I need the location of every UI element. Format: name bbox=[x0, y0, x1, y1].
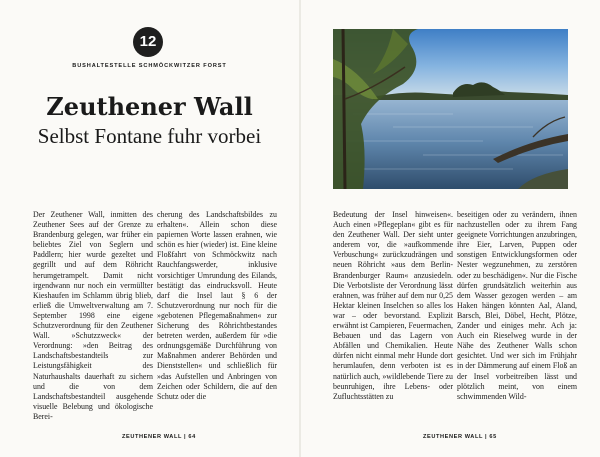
text-column-1: Der Zeuthener Wall, inmitten des Zeuthener Sees auf der Grenze zu Brandenburg gelegen, war früher ein beliebtes Ziel von Seglern und Paddlern; hier wurde gezeltet und gegrillt und auf dem Röhricht herumgetrampelt. Damit nicht irgendwann nur noch ein vermüllter Kieshaufen im Schlamm übrig blieb, erließ die Umweltverwaltung am 7. September 1998 eine eigene Schutzverordnung für den Zeuthener Wall. »Schutzzweck« der Verordnung: »den Beitrag des Landschaftsbestandteils zur Leistungsfähigkeit des Naturhaushalts dauerhaft zu sichern und die von dem Landschaftsbestandteil ausgehende visuelle Belebung und ökologische Berei- bbox=[33, 210, 153, 421]
left-page bbox=[0, 0, 299, 457]
stop-number-badge: 12 bbox=[133, 27, 163, 57]
page-folio-left: ZEUTHENER WALL | 64 bbox=[122, 434, 196, 440]
text-column-4: beseitigen oder zu verändern, ihnen nachzustellen oder zu ihrem Fang geeignete Vorrichtungen anzubringen, ihre Eier, Larven, Puppen oder sonstigen Entwicklungsformen oder Nester wegzunehmen, zu zerstören oder zu beschädigen«. Nur die Fische dürfen grundsätzlich weiterhin aus dem Wasser gezogen werden – am Haken hängen könnten Aal, Aland, Barsch, Blei, Döbel, Hecht, Plötze, Zander und einiges mehr. Ach ja: Auch ein Rieselweg wurde in der Nähe des Zeuthener Walls schon gesichtet. Und wer sich im Frühjahr in der Dämmerung auf einem Floß an der Insel vorbeitreiben lässt und plötzlich meint, von einem schwimmenden Wild- bbox=[457, 210, 577, 401]
chapter-subtitle: Selbst Fontane fuhr vorbei bbox=[37, 124, 262, 148]
lake-landscape-photo bbox=[333, 29, 568, 189]
text-column-3: Bedeutung der Insel hinweisen«. Auch einen »Pflegeplan« gibt es für den Zeuthener Wall. Der sieht unter anderem vor, die »aufkommende Verbuschung« zurückzudrängen und neuen Röhricht »aus dem Berlin-Brandenburger Raum« anzusiedeln. Die Verbotsliste der Verordnung lässt erahnen, was früher auf dem nur 0,25 Hektar kleinen Inselchen so alles los war – oder bevorstand. Explizit erwähnt ist Campieren, Feuermachen, Bebauen und das Lagern von Abfällen und Chemikalien. Heute dürfen nicht einmal mehr Hunde dort herumlaufen, denn verboten ist es natürlich auch, »wildlebende Tiere zu beunruhigen, ihre Lebens- oder Zufluchtsstätten zu bbox=[333, 210, 453, 401]
stop-label: BUSHALTESTELLE SCHMÖCKWITZER FORST bbox=[72, 63, 227, 69]
page-folio-right: ZEUTHENER WALL | 65 bbox=[423, 434, 497, 440]
chapter-title: Zeuthener Wall bbox=[46, 92, 253, 121]
text-column-2: cherung des Landschaftsbildes zu erhalten«. Allein schon diese papiernen Worte lassen erahnen, wie schön es hier (wieder) ist. Eine kleine Floßfahrt von Schmöckwitz nach Rauchfangswerder, inklusive vorsichtiger Umrundung des Eilands, bestätigt das eindrucksvoll. Heute darf die Insel laut § 6 der Schutzverordnung nur noch für die »gebotenen Pflegemaßnahmen« zur Sicherung des Röhrichtbestandes betreten werden, außerdem für »die ordnungsgemäße Durchführung von Maßnahmen anderer Behörden und Dienststellen« und schließlich für »das Aufstellen und Anbringen von Zeichen oder Schildern, die auf den Schutz oder die bbox=[157, 210, 277, 401]
